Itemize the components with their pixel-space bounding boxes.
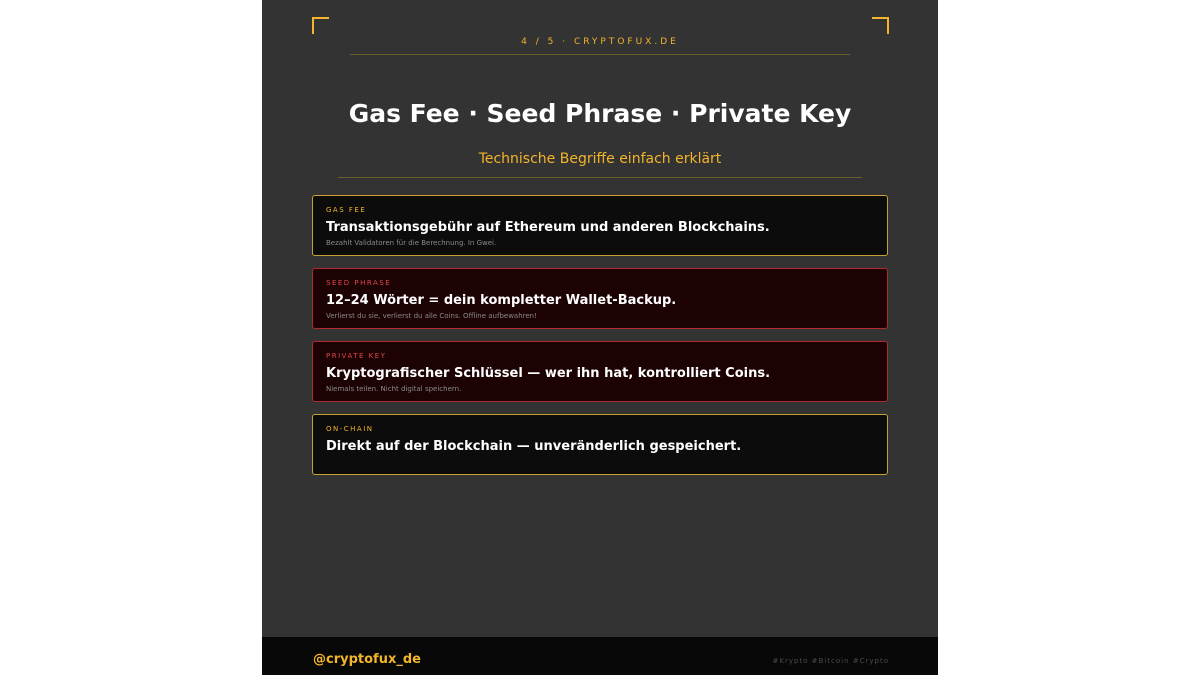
term-tag: GAS FEE — [326, 206, 367, 214]
term-card-gas-fee — [312, 195, 888, 256]
page-title: Gas Fee · Seed Phrase · Private Key — [348, 99, 852, 128]
term-headline: 12–24 Wörter = dein kompletter Wallet-Backup. — [326, 293, 677, 308]
term-headline: Direkt auf der Blockchain — unveränderlich gespeichert. — [326, 439, 742, 454]
account-handle: @cryptofux_de — [313, 652, 421, 667]
term-list — [312, 195, 888, 487]
term-tag: SEED PHRASE — [326, 279, 392, 287]
term-note: Verlierst du sie, verlierst du alle Coins. Offline aufbewahren! — [326, 312, 537, 320]
hashtags: #Krypto #Bitcoin #Crypto — [772, 657, 889, 665]
divider — [338, 177, 862, 178]
divider — [350, 54, 850, 55]
slide — [262, 0, 938, 675]
corner-bracket-top-right — [872, 17, 889, 34]
term-note: Niemals teilen. Nicht digital speichern. — [326, 385, 462, 393]
page-subtitle: Technische Begriffe einfach erklärt — [478, 151, 722, 167]
term-headline: Transaktionsgebühr auf Ethereum und anderen Blockchains. — [326, 220, 770, 235]
corner-bracket-top-left — [312, 17, 329, 34]
term-note: Bezahlt Validatoren für die Berechnung. In Gwei. — [326, 239, 497, 247]
term-tag: ON-CHAIN — [326, 425, 374, 433]
slide-counter: 4 / 5 · CRYPTOFUX.DE — [521, 37, 679, 47]
term-headline: Kryptografischer Schlüssel — wer ihn hat, kontrolliert Coins. — [326, 366, 771, 381]
term-card-private-key — [312, 341, 888, 402]
term-card-seed-phrase — [312, 268, 888, 329]
term-card-on-chain — [312, 414, 888, 475]
footer — [262, 637, 938, 675]
term-tag: PRIVATE KEY — [326, 352, 387, 360]
